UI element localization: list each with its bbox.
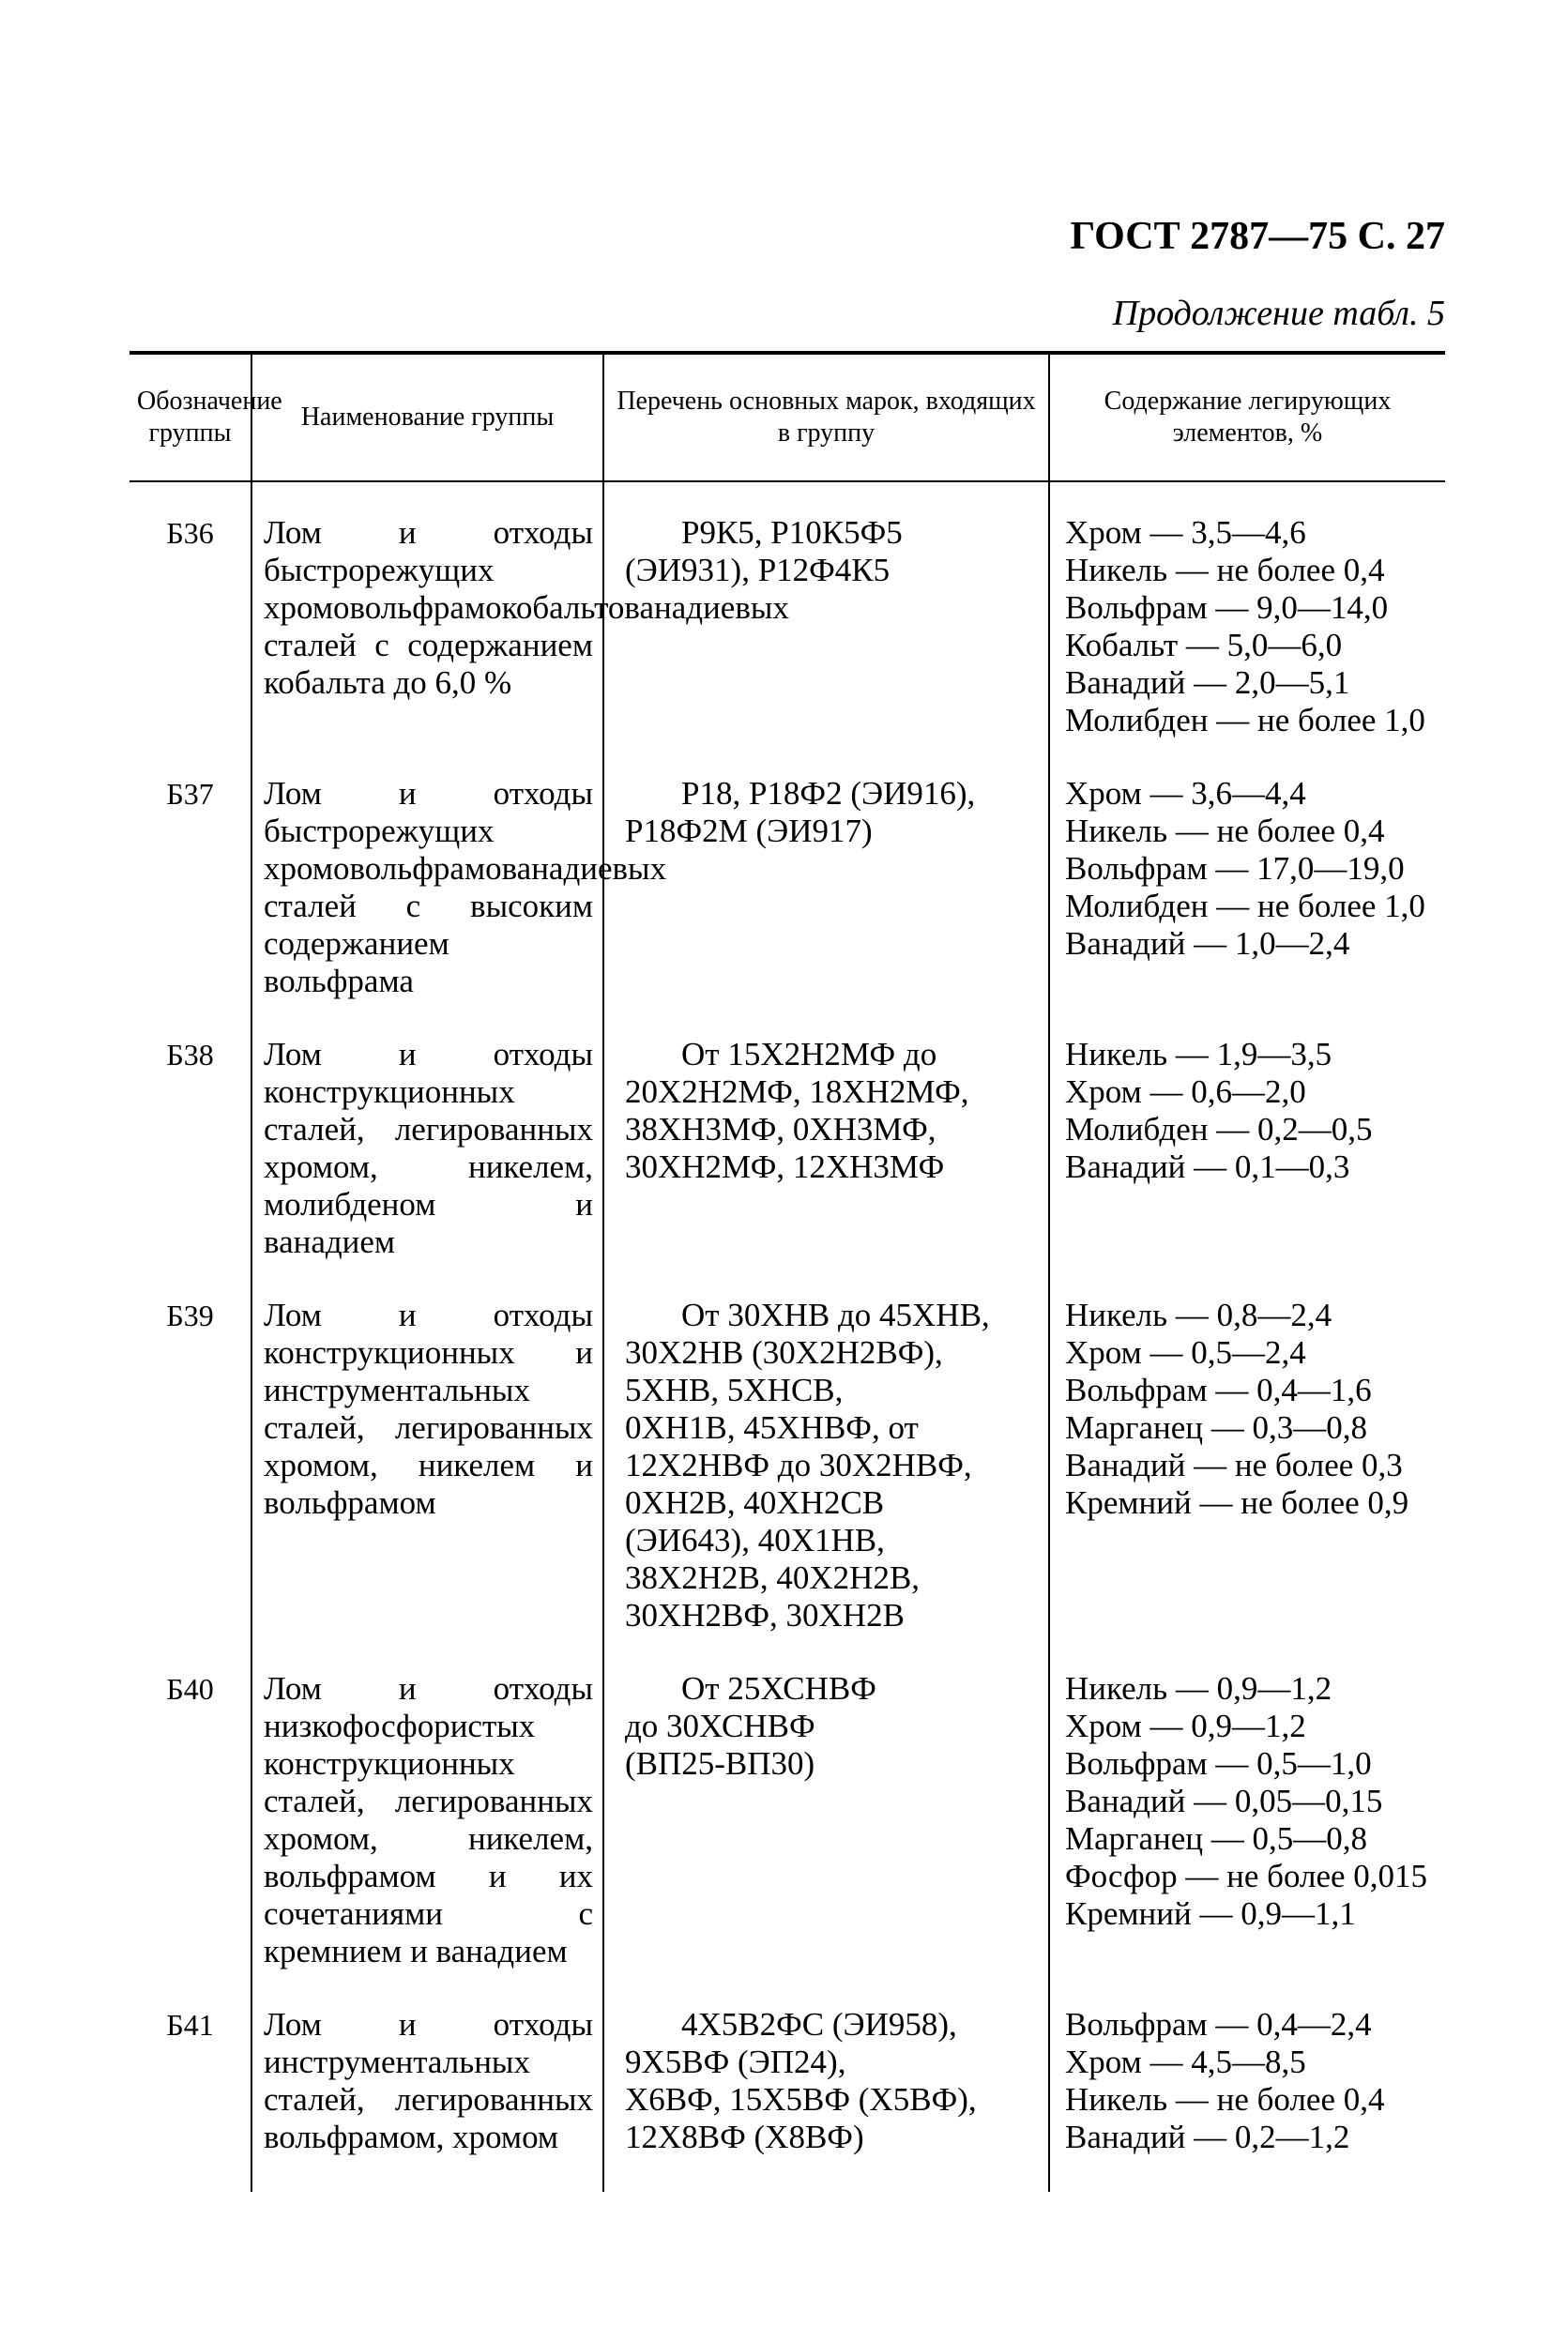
- grade-line: 38Х2Н2В, 40Х2Н2В,: [625, 1559, 921, 1596]
- grades-list: [603, 775, 1049, 1036]
- grade-line: (ЭИ643), 40Х1НВ,: [625, 1522, 885, 1558]
- alloy-elements-list: [1049, 1036, 1445, 1297]
- group-code: Б41: [166, 2008, 214, 2042]
- table-row: [129, 1670, 1445, 2006]
- grades-list: [603, 481, 1049, 775]
- grades-list: [603, 1297, 1049, 1670]
- page-header: ГОСТ 2787—75 С. 27: [1070, 215, 1445, 258]
- table-row: [129, 1297, 1445, 1670]
- table-row: [129, 775, 1445, 1036]
- grade-line: От 25ХСНВФ: [681, 1670, 876, 1707]
- grade-line: Р9К5, Р10К5Ф5: [681, 514, 903, 551]
- alloy-element-line: Хром — 0,9—1,2: [1065, 1708, 1306, 1744]
- grade-line: (ВП25-ВП30): [625, 1745, 815, 1782]
- alloy-element-line: Вольфрам — 0,4—2,4: [1065, 2006, 1372, 2043]
- alloy-element-line: Ванадий — 0,05—0,15: [1065, 1783, 1383, 1819]
- alloy-element-line: Ванадий — 0,2—1,2: [1065, 2119, 1350, 2155]
- alloy-element-line: Фосфор — не более 0,015: [1065, 1858, 1428, 1894]
- group-code: Б39: [166, 1299, 214, 1332]
- alloy-element-line: Никель — 0,9—1,2: [1065, 1670, 1332, 1707]
- alloy-elements-list: [1049, 1670, 1445, 2006]
- group-name: Лом и отходы инструментальных сталей, легированных вольфрамом, хромом: [251, 2006, 603, 2192]
- header-group-code: Обозначение группы: [137, 387, 282, 448]
- alloy-element-line: Молибден — не более 1,0: [1065, 888, 1425, 924]
- grades-list: [603, 2006, 1049, 2192]
- alloy-elements-list: [1049, 1297, 1445, 1670]
- alloy-elements-list: [1049, 481, 1445, 775]
- grade-line: 0ХН2В, 40ХН2СВ: [625, 1484, 885, 1521]
- group-name: Лом и отходы конструкционных и инструментальных сталей, легированных хромом, никелем и вольфрамом: [251, 1297, 603, 1670]
- header-alloy-elements: Содержание легирующих элементов, %: [1049, 353, 1445, 481]
- grade-line: 30ХН2ВФ, 30ХН2В: [625, 1597, 905, 1634]
- alloy-element-line: Никель — 1,9—3,5: [1065, 1036, 1332, 1072]
- table-row: [129, 2006, 1445, 2192]
- group-code: Б40: [166, 1672, 214, 1706]
- alloy-element-line: Хром — 3,6—4,4: [1065, 775, 1306, 812]
- table-container: [129, 351, 1445, 2192]
- group-name: Лом и отходы быстрорежущих хромовольфрамованадиевых сталей с высоким содержанием вольфрама: [251, 775, 603, 1036]
- alloy-element-line: Никель — 0,8—2,4: [1065, 1297, 1332, 1333]
- alloy-element-line: Вольфрам — 0,5—1,0: [1065, 1745, 1372, 1782]
- grade-line: 12Х8ВФ (Х8ВФ): [625, 2119, 864, 2155]
- grade-line: 12Х2НВФ до 30Х2НВФ,: [625, 1447, 972, 1483]
- grade-line: Х6ВФ, 15Х5ВФ (Х5ВФ),: [625, 2081, 977, 2118]
- alloy-element-line: Хром — 3,5—4,6: [1065, 514, 1306, 551]
- group-code: Б38: [166, 1038, 214, 1072]
- alloy-element-line: Никель — не более 0,4: [1065, 552, 1385, 588]
- table-header-row: [129, 353, 1445, 481]
- group-name: Лом и отходы низкофосфористых конструкционных сталей, легированных хромом, никелем, вольфрамом и их сочетаниями с кремнием и ванадием: [251, 1670, 603, 2006]
- alloy-element-line: Никель — не более 0,4: [1065, 2081, 1385, 2118]
- grade-line: 30ХН2МФ, 12ХН3МФ: [625, 1148, 945, 1185]
- alloy-element-line: Молибден — 0,2—0,5: [1065, 1111, 1373, 1148]
- grade-line: до 30ХСНВФ: [625, 1708, 815, 1744]
- header-grades: Перечень основных марок, входящих в группу: [603, 353, 1049, 481]
- table-body: [129, 481, 1445, 2192]
- alloy-element-line: Хром — 4,5—8,5: [1065, 2044, 1306, 2080]
- grade-line: 20Х2Н2МФ, 18ХН2МФ,: [625, 1073, 969, 1110]
- alloy-element-line: Кремний — 0,9—1,1: [1065, 1895, 1356, 1932]
- alloy-element-line: Вольфрам — 17,0—19,0: [1065, 850, 1405, 887]
- alloy-elements-list: [1049, 775, 1445, 1036]
- alloy-element-line: Марганец — 0,3—0,8: [1065, 1409, 1368, 1446]
- alloy-element-line: Кобальт — 5,0—6,0: [1065, 627, 1343, 663]
- group-name: Лом и отходы быстрорежущих хромовольфрамокобальтованадиевых сталей с содержанием кобальта до 6,0 %: [251, 481, 603, 775]
- grade-line: 30Х2НВ (30Х2Н2ВФ),: [625, 1334, 943, 1371]
- alloy-element-line: Хром — 0,6—2,0: [1065, 1073, 1306, 1110]
- group-code: Б36: [166, 516, 214, 550]
- grade-line: Р18, Р18Ф2 (ЭИ916),: [681, 775, 976, 812]
- alloy-element-line: Молибден — не более 1,0: [1065, 702, 1425, 738]
- group-code: Б37: [166, 777, 214, 811]
- grade-line: От 15Х2Н2МФ до: [681, 1036, 937, 1072]
- alloy-element-line: Ванадий — 0,1—0,3: [1065, 1148, 1350, 1185]
- alloy-groups-table: [129, 351, 1445, 2192]
- alloy-element-line: Вольфрам — 9,0—14,0: [1065, 589, 1389, 626]
- alloy-element-line: Марганец — 0,5—0,8: [1065, 1820, 1368, 1857]
- alloy-element-line: Кремний — не более 0,9: [1065, 1484, 1409, 1521]
- grade-line: 4Х5В2ФС (ЭИ958),: [681, 2006, 957, 2043]
- alloy-element-line: Ванадий — не более 0,3: [1065, 1447, 1403, 1483]
- grades-list: [603, 1670, 1049, 2006]
- grade-line: Р18Ф2М (ЭИ917): [625, 813, 873, 849]
- alloy-element-line: Хром — 0,5—2,4: [1065, 1334, 1306, 1371]
- table-row: [129, 481, 1445, 775]
- grade-line: 9Х5ВФ (ЭП24),: [625, 2044, 846, 2080]
- table-continuation-note: Продолжение табл. 5: [1112, 294, 1445, 333]
- grade-line: От 30ХНВ до 45ХНВ,: [681, 1297, 990, 1333]
- grades-list: [603, 1036, 1049, 1297]
- table-row: [129, 1036, 1445, 1297]
- alloy-element-line: Ванадий — 1,0—2,4: [1065, 925, 1350, 962]
- grade-line: 38ХН3МФ, 0ХН3МФ,: [625, 1111, 936, 1148]
- group-name: Лом и отходы конструкционных сталей, легированных хромом, никелем, молибденом и ванадием: [251, 1036, 603, 1297]
- grade-line: 0ХН1В, 45ХНВФ, от: [625, 1409, 919, 1446]
- alloy-element-line: Никель — не более 0,4: [1065, 813, 1385, 849]
- grade-line: (ЭИ931), Р12Ф4К5: [625, 552, 891, 588]
- alloy-element-line: Ванадий — 2,0—5,1: [1065, 664, 1350, 701]
- grade-line: 5ХНВ, 5ХНСВ,: [625, 1372, 844, 1408]
- alloy-element-line: Вольфрам — 0,4—1,6: [1065, 1372, 1372, 1408]
- header-group-name: Наименование группы: [251, 353, 603, 481]
- alloy-elements-list: [1049, 2006, 1445, 2192]
